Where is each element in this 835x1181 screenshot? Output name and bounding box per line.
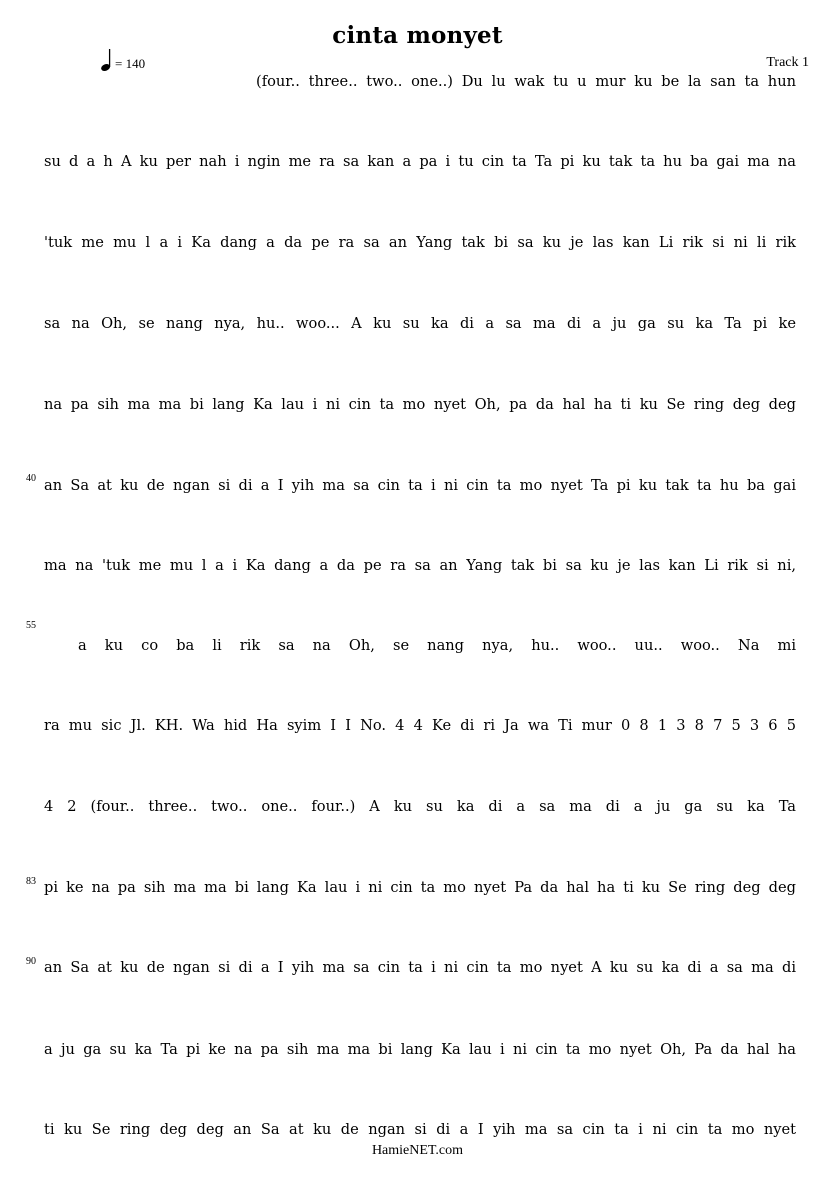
quarter-note-icon: [100, 48, 112, 72]
lyric-line: pi ke na pa sih ma ma bi lang Ka lau i ni cin ta mo nyet Pa da hal ha ti ku Se ring deg deg: [44, 879, 796, 896]
lyric-line: 'tuk me mu l a i Ka dang a da pe ra sa an Yang tak bi sa ku je las kan Li rik si ni li rik: [44, 234, 796, 251]
lyric-line: ra mu sic Jl. KH. Wa hid Ha syim I I No. 4 4 Ke di ri Ja wa Ti mur 0 8 1 3 8 7 5 3 6 5: [44, 717, 796, 734]
tempo-marking: [100, 48, 145, 72]
lyric-line: an Sa at ku de ngan si di a I yih ma sa cin ta i ni cin ta mo nyet A ku su ka di a sa ma di: [44, 959, 796, 976]
measure-number: 83: [26, 876, 36, 887]
footer-credit: HamieNET.com: [371, 1143, 464, 1158]
lyric-line: su d a h A ku per nah i ngin me ra sa kan a pa i tu cin ta Ta pi ku tak ta hu ba gai ma na: [44, 153, 796, 170]
lyric-line: sa na Oh, se nang nya, hu.. woo... A ku su ka di a sa ma di a ju ga su ka Ta pi ke: [44, 315, 796, 332]
lyric-line: ti ku Se ring deg deg an Sa at ku de ngan si di a I yih ma sa cin ta i ni cin ta mo nyet: [44, 1121, 796, 1138]
measure-number: 90: [26, 956, 36, 967]
lyric-line: a ku co ba li rik sa na Oh, se nang nya, hu.. woo.. uu.. woo.. Na mi: [78, 637, 796, 654]
lyric-line: a ju ga su ka Ta pi ke na pa sih ma ma bi lang Ka lau i ni cin ta mo nyet Oh, Pa da hal ha: [44, 1041, 796, 1058]
song-title: cinta monyet: [332, 22, 503, 49]
measure-number: 40: [26, 473, 36, 484]
lyric-line: (four.. three.. two.. one..) Du lu wak tu u mur ku be la san ta hun: [256, 73, 796, 90]
lyric-line: an Sa at ku de ngan si di a I yih ma sa cin ta i ni cin ta mo nyet Ta pi ku tak ta hu ba gai: [44, 477, 796, 494]
track-label: Track 1: [766, 55, 809, 70]
lyric-line: ma na 'tuk me mu l a i Ka dang a da pe ra sa an Yang tak bi sa ku je las kan Li rik si ni,: [44, 557, 796, 574]
lyric-line: na pa sih ma ma bi lang Ka lau i ni cin ta mo nyet Oh, pa da hal ha ti ku Se ring deg deg: [44, 396, 796, 413]
lyric-line: 4 2 (four.. three.. two.. one.. four..) A ku su ka di a sa ma di a ju ga su ka Ta: [44, 798, 796, 815]
measure-number: 55: [26, 620, 36, 631]
tempo-value: = 140: [115, 56, 146, 71]
